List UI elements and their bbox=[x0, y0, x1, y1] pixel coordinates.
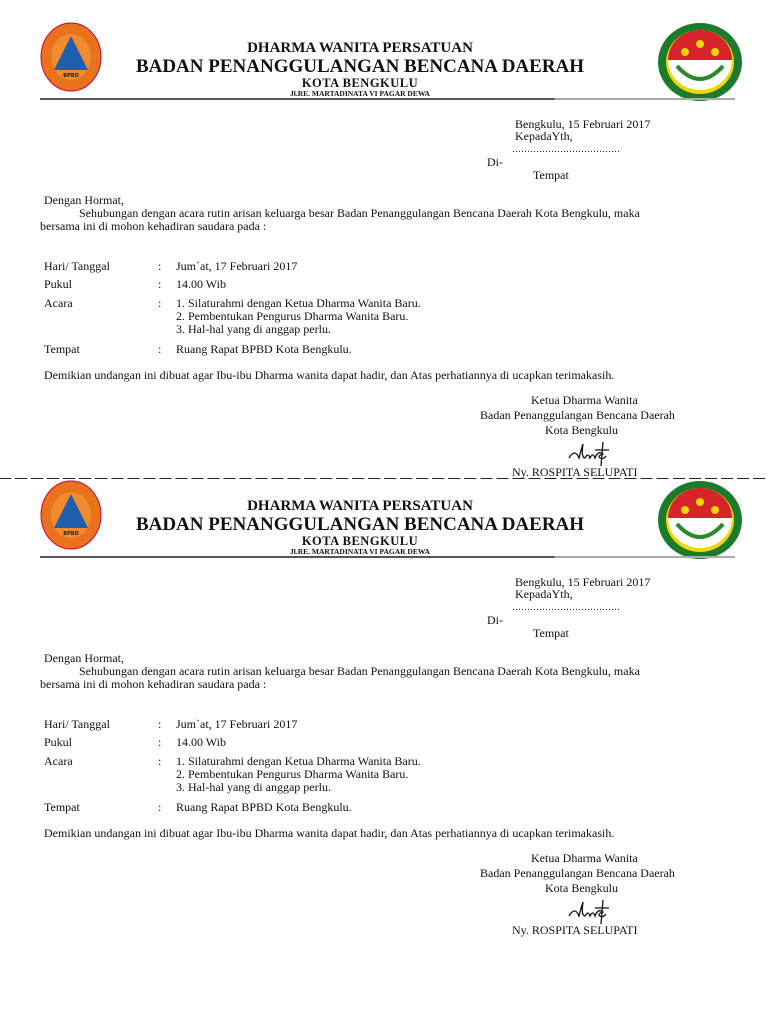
header-rule bbox=[40, 556, 735, 558]
header-agency: BADAN PENANGGULANGAN BENCANA DAERAH bbox=[135, 56, 585, 77]
recipient-dots: ……………………………… bbox=[512, 144, 620, 154]
recipient-label: KepadaYth, bbox=[515, 587, 573, 601]
detail-value: Jum`at, 17 Februari 2017 bbox=[176, 259, 298, 273]
body-text-line1: Sehubungan dengan acara rutin arisan keluarga besar Badan Penanggulangan Bencana Daerah Kota Bengkulu, maka bbox=[79, 206, 640, 220]
header-city: KOTA BENGKULU bbox=[301, 76, 419, 90]
detail-colon: : bbox=[158, 717, 162, 731]
detail-colon: : bbox=[158, 277, 162, 291]
sign-title-2: Badan Penanggulangan Bencana Daerah bbox=[480, 408, 675, 422]
sign-title-3: Kota Bengkulu bbox=[545, 423, 618, 437]
detail-value: 2. Pembentukan Pengurus Dharma Wanita Baru. bbox=[176, 767, 409, 781]
header-address: Jl.RE. MARTADINATA VI PAGAR DEWA bbox=[290, 89, 430, 98]
invitation-letter bbox=[0, 478, 768, 936]
header-org: DHARMA WANITA PERSATUAN bbox=[247, 498, 473, 514]
detail-label: Acara bbox=[44, 754, 73, 768]
signature bbox=[565, 438, 615, 468]
detail-colon: : bbox=[158, 342, 162, 356]
detail-label: Pukul bbox=[44, 277, 73, 291]
sign-title-1: Ketua Dharma Wanita bbox=[531, 851, 638, 865]
place-label: Tempat bbox=[533, 168, 569, 182]
invitation-letter bbox=[0, 20, 768, 478]
body-text-line2: bersama ini di mohon kehadiran saudara pada : bbox=[40, 219, 267, 233]
sign-title-3: Kota Bengkulu bbox=[545, 881, 618, 895]
header-org: DHARMA WANITA PERSATUAN bbox=[247, 40, 473, 56]
letter-date: Bengkulu, 15 Februari 2017 bbox=[515, 117, 651, 131]
sign-title-2: Badan Penanggulangan Bencana Daerah bbox=[480, 866, 675, 880]
detail-colon: : bbox=[158, 754, 162, 768]
recipient-dots: ……………………………… bbox=[512, 602, 620, 612]
detail-label: Hari/ Tanggal bbox=[44, 259, 110, 273]
sign-title-1: Ketua Dharma Wanita bbox=[531, 393, 638, 407]
letter-date: Bengkulu, 15 Februari 2017 bbox=[515, 575, 651, 589]
detail-label: Pukul bbox=[44, 735, 73, 749]
closing-text: Demikian undangan ini dibuat agar Ibu-ibu Dharma wanita dapat hadir, dan Atas perhatiannya di ucapkan terimakasih. bbox=[44, 826, 615, 840]
detail-colon: : bbox=[158, 800, 162, 814]
svg-text:BPBD: BPBD bbox=[63, 531, 79, 537]
detail-value: Ruang Rapat BPBD Kota Bengkulu. bbox=[176, 342, 352, 356]
detail-value: Ruang Rapat BPBD Kota Bengkulu. bbox=[176, 800, 352, 814]
body-text-line2: bersama ini di mohon kehadiran saudara pada : bbox=[40, 677, 267, 691]
detail-value: 14.00 Wib bbox=[176, 277, 226, 291]
signer-name: Ny. ROSPITA SELUPATI bbox=[512, 465, 638, 479]
detail-value: 1. Silaturahmi dengan Ketua Dharma Wanita Baru. bbox=[176, 754, 421, 768]
signer-name: Ny. ROSPITA SELUPATI bbox=[512, 923, 638, 937]
greeting: Dengan Hormat, bbox=[44, 193, 124, 207]
detail-value: Jum`at, 17 Februari 2017 bbox=[176, 717, 298, 731]
detail-label: Hari/ Tanggal bbox=[44, 717, 110, 731]
closing-text: Demikian undangan ini dibuat agar Ibu-ibu Dharma wanita dapat hadir, dan Atas perhatiannya di ucapkan terimakasih. bbox=[44, 368, 615, 382]
header-city: KOTA BENGKULU bbox=[301, 534, 419, 548]
svg-text:BPBD: BPBD bbox=[63, 73, 79, 79]
header-rule bbox=[40, 98, 735, 100]
body-text-line1: Sehubungan dengan acara rutin arisan keluarga besar Badan Penanggulangan Bencana Daerah Kota Bengkulu, maka bbox=[79, 664, 640, 678]
detail-colon: : bbox=[158, 735, 162, 749]
detail-value: 3. Hal-hal yang di anggap perlu. bbox=[176, 780, 331, 794]
signature bbox=[565, 896, 615, 926]
header-address: Jl.RE. MARTADINATA VI PAGAR DEWA bbox=[290, 547, 430, 556]
detail-value: 14.00 Wib bbox=[176, 735, 226, 749]
recipient-label: KepadaYth, bbox=[515, 129, 573, 143]
detail-value: 2. Pembentukan Pengurus Dharma Wanita Baru. bbox=[176, 309, 409, 323]
detail-colon: : bbox=[158, 259, 162, 273]
detail-value: 1. Silaturahmi dengan Ketua Dharma Wanita Baru. bbox=[176, 296, 421, 310]
di-label: Di- bbox=[487, 155, 503, 169]
header-agency: BADAN PENANGGULANGAN BENCANA DAERAH bbox=[135, 514, 585, 535]
cut-line bbox=[0, 478, 768, 479]
detail-colon: : bbox=[158, 296, 162, 310]
place-label: Tempat bbox=[533, 626, 569, 640]
detail-label: Tempat bbox=[44, 342, 80, 356]
detail-label: Acara bbox=[44, 296, 73, 310]
detail-label: Tempat bbox=[44, 800, 80, 814]
di-label: Di- bbox=[487, 613, 503, 627]
detail-value: 3. Hal-hal yang di anggap perlu. bbox=[176, 322, 331, 336]
greeting: Dengan Hormat, bbox=[44, 651, 124, 665]
